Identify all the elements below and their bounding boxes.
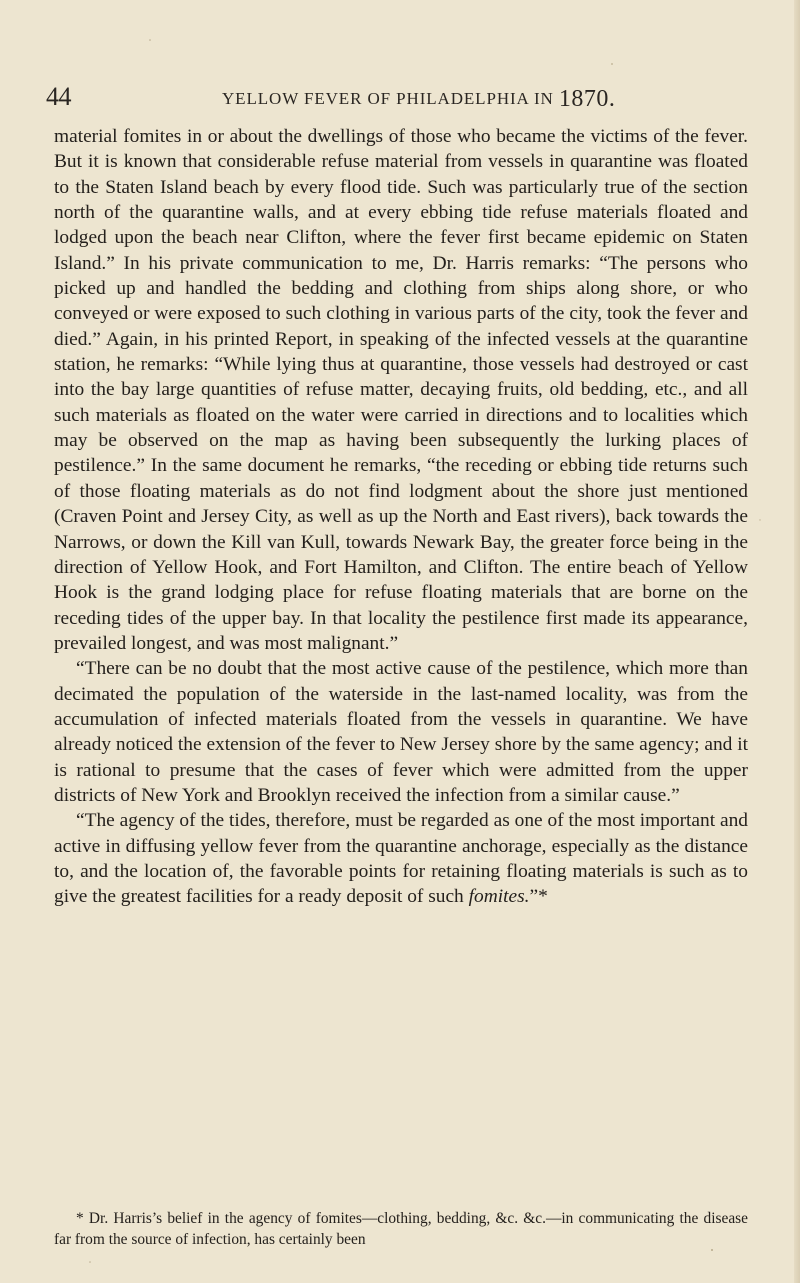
footnote-marker: ”* xyxy=(529,886,548,908)
page-number: 44 xyxy=(46,82,71,111)
body-text xyxy=(54,124,748,910)
running-title xyxy=(222,88,615,110)
paragraph: material fomites in or about the dwellings of those who became the victims of the fever. But it is known that considerable refuse material from vessels in quarantine was floated to the Staten Island beach by every flood tide. Such was particularly true of the section north of the quarantine walls, and at every ebbing tide refuse materials floated and lodged upon the beach near Clifton, where the fever first became epidemic on Staten Island.” In his private communication to me, Dr. Harris remarks: “The persons who picked up and handled the bedding and clothing from ships along shore, or who conveyed or were exposed to such clothing in various parts of the city, took the fever and died.” Again, in his printed Report, in speaking of the infected vessels at the quarantine station, he remarks: “While lying thus at quarantine, those vessels had destroyed or cast into the bay large quantities of refuse matter, decaying fruits, old bedding, etc., and all such materials as floated on the water were carried in directions and to localities which may be observed on the map as having been subsequently the lurking places of pestilence.” In the same document he remarks, “the receding or ebbing tide returns such of those floating materials as do not find lodgment about the shore just mentioned (Craven Point and Jersey City, as well as up the North and East rivers), back towards the Narrows, or down the Kill van Kull, towards Newark Bay, the greater force being in the direction of Yellow Hook, and Fort Hamilton, and Clifton. The entire beach of Yellow Hook is the grand lodging place for refuse floating materials that are borne on the receding tides of the upper bay. In that locality the pestilence first made its appearance, prevailed longest, and was most malignant.” xyxy=(54,126,748,654)
paragraph-text: “The agency of the tides, therefore, must be regarded as one of the most important and active in diffusing yellow fever from the quarantine anchorage, especially as the distance to, and the location of, the favorable points for retaining floating materials is such as to give the greatest facilities for a ready deposit of such xyxy=(54,810,748,908)
paragraph xyxy=(54,808,748,909)
page-edge xyxy=(794,0,800,1283)
page-header xyxy=(40,82,720,116)
italic-word-fomites: fomites. xyxy=(468,886,530,908)
footnote xyxy=(54,1208,748,1250)
running-title-year: 1870. xyxy=(558,86,616,112)
footnote-text: * Dr. Harris’s belief in the agency of fomites—clothing, bedding, &c. &c.—in communicating the disease far from the source of infection, has certainly been xyxy=(54,1210,748,1248)
running-title-text: YELLOW FEVER OF PHILADELPHIA IN xyxy=(222,89,554,108)
paragraph: “There can be no doubt that the most active cause of the pestilence, which more than decimated the population of the waterside in the last-named locality, was from the accumulation of infected materials floated from the vessels in quarantine. We have already noticed the extension of the fever to New Jersey shore by the same agency; and it is rational to presume that the cases of fever which were admitted from the upper districts of New York and Brooklyn received the infection from a similar cause.” xyxy=(54,658,748,806)
